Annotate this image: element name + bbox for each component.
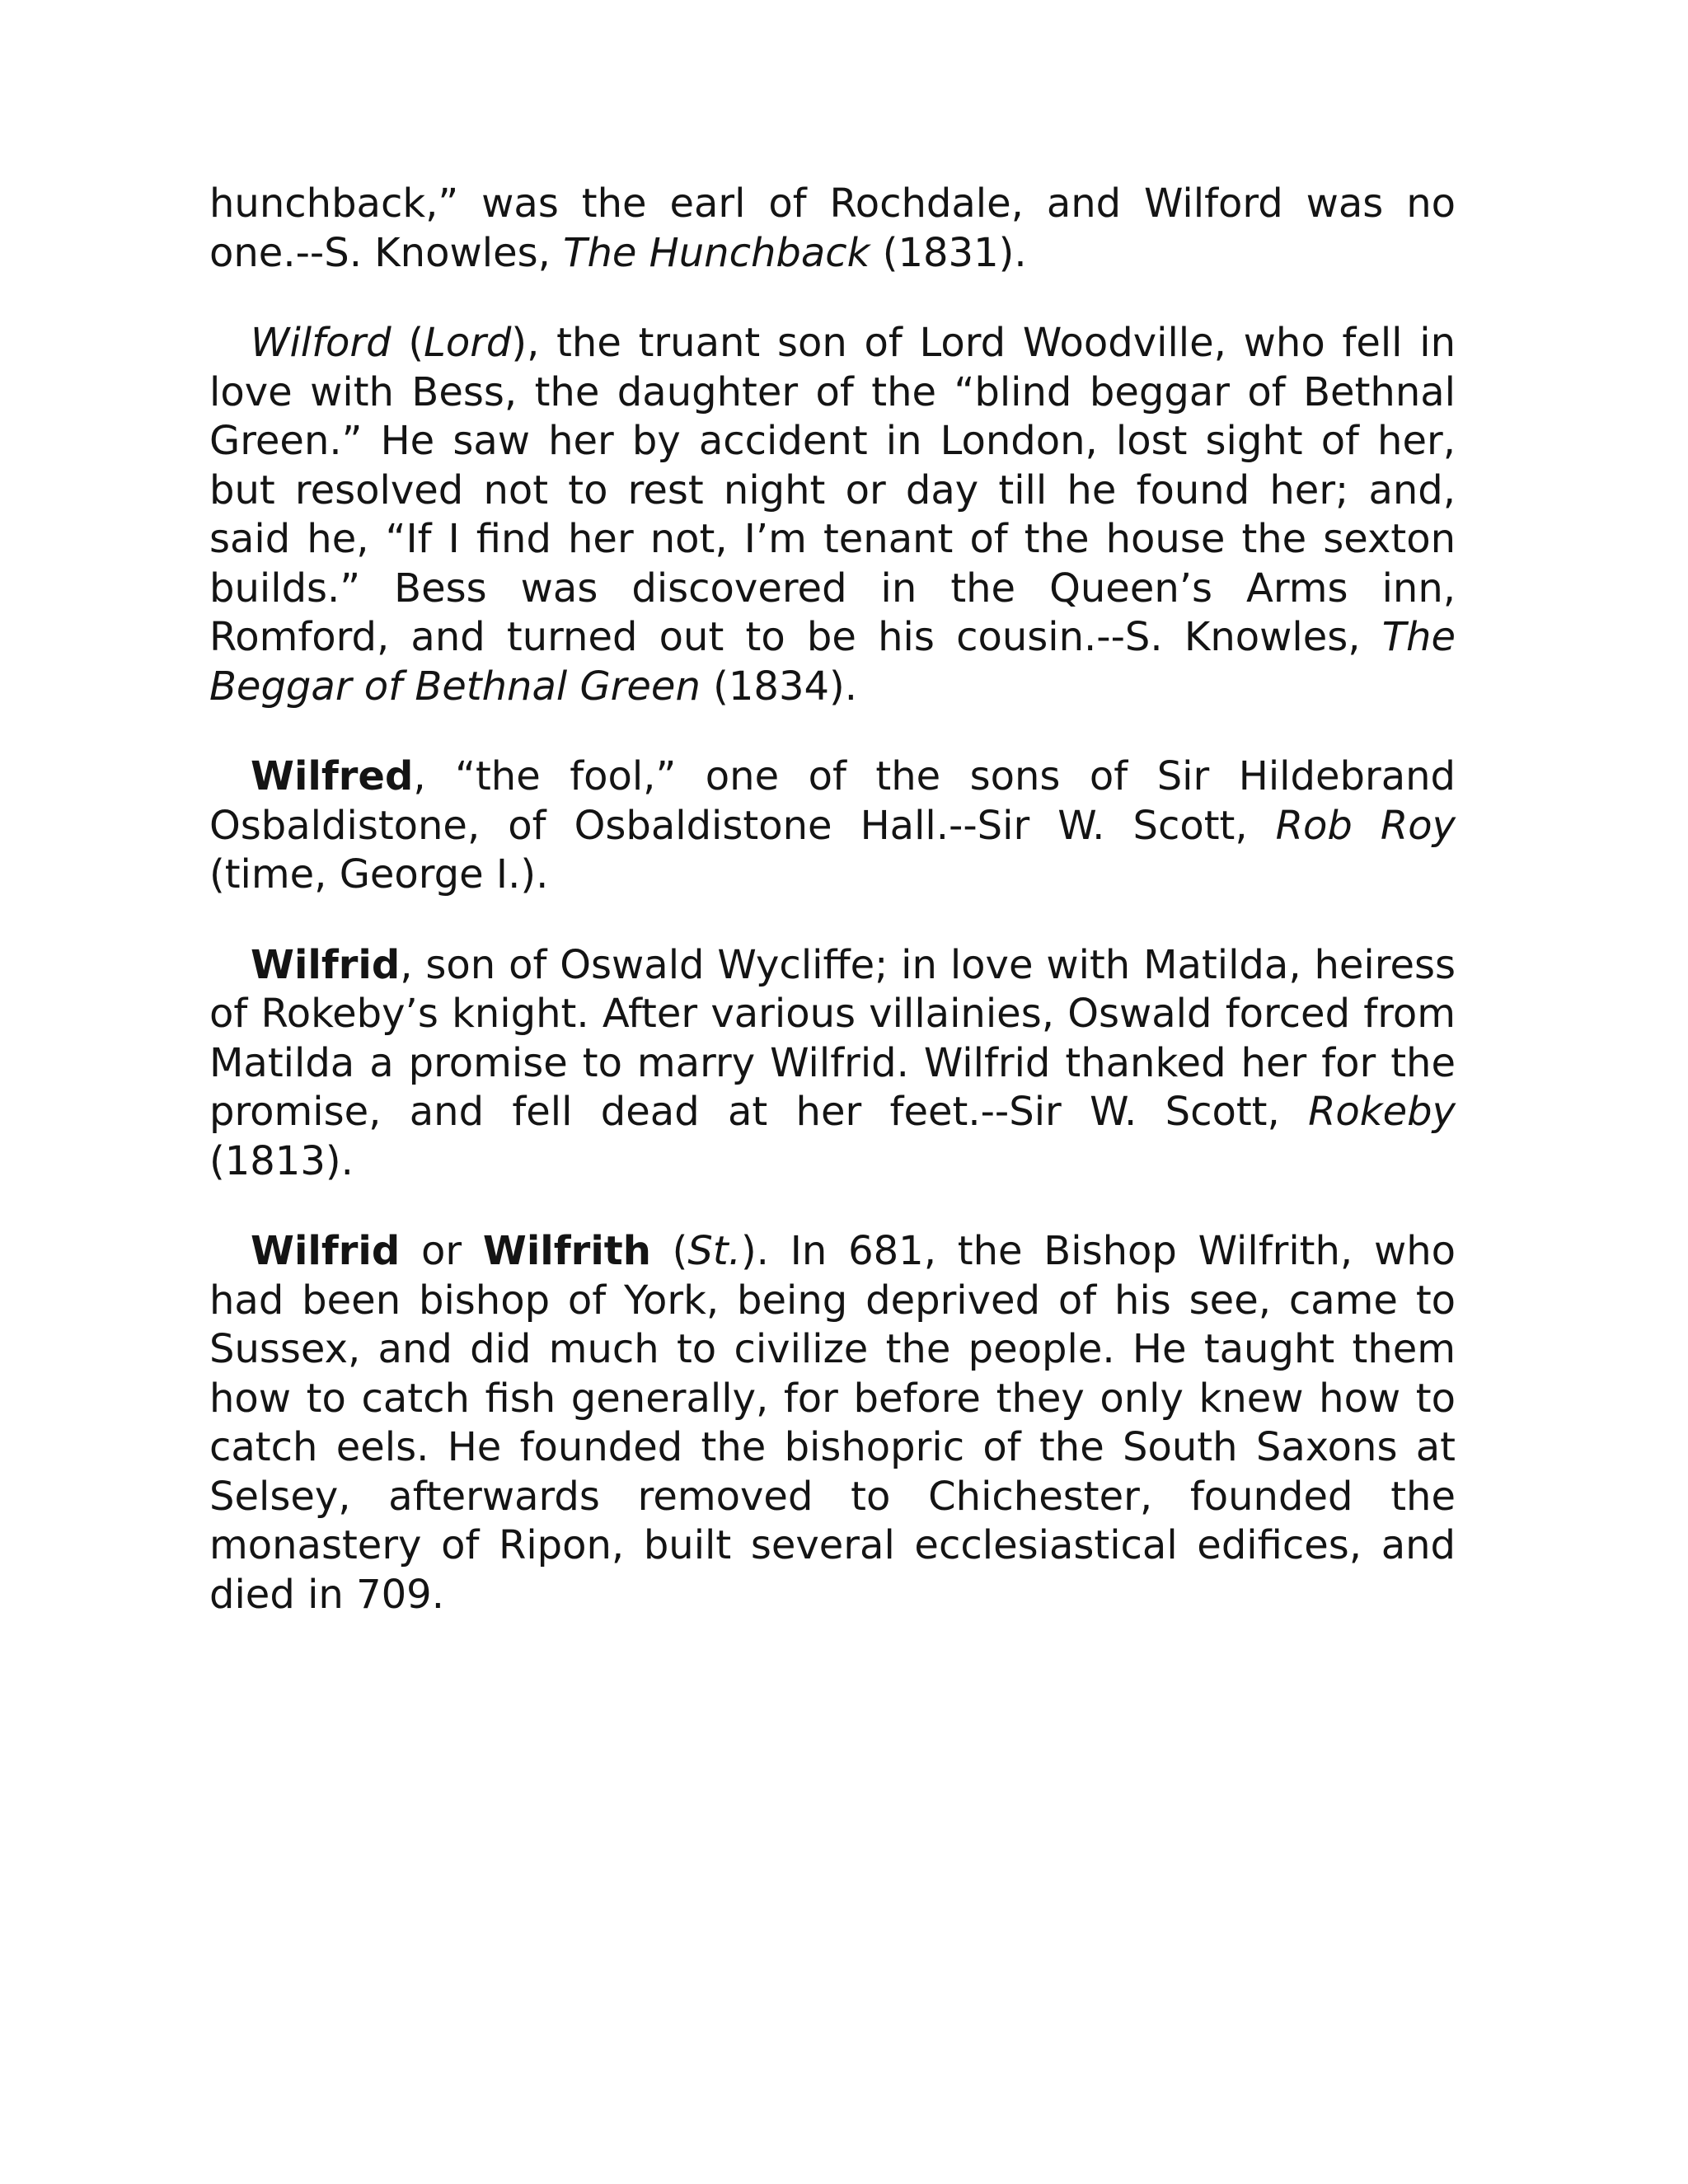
entry-wilfrid xyxy=(209,941,1456,1187)
headword-variant: Wilfrith xyxy=(482,1228,651,1274)
work-title: Rokeby xyxy=(1308,1089,1456,1135)
entry-wilford-hunchback-continuation xyxy=(209,180,1456,278)
text-run: ( xyxy=(650,1228,688,1274)
text-run: ), the truant son of Lord Woodville, who fell in love with Bess, the daughter of the “blind beggar of Bethnal Green.” He saw her by accident in London, lost sight of her, but resolved not to rest night or day till he found her; and, said he, “If I find her not, I’m tenant of the house the sexton builds.” Bess was discovered in the Queen’s Arms inn, Romford, and turned out to be his cousin.--S. Knowles, xyxy=(209,320,1456,660)
text-run: (1831). xyxy=(870,229,1027,276)
entry-wilford-lord xyxy=(209,319,1456,711)
entry-wilfred xyxy=(209,752,1456,900)
headword: Wilfrid xyxy=(251,1228,401,1274)
work-title: The Beggar of Bethnal Green xyxy=(209,614,1456,710)
text-run: (time, George I.). xyxy=(209,851,549,898)
text-run: , “the fool,” one of the sons of Sir Hildebrand Osbaldistone, of Osbaldistone Hall.--Sir W. Scott, xyxy=(209,753,1456,849)
headword: Wilfrid xyxy=(251,941,401,988)
work-title: Rob Roy xyxy=(1275,802,1456,849)
text-run: ). In 681, the Bishop Wilfrith, who had been bishop of York, being deprived of his see, came to Sussex, and did much to civilize the people. He taught them how to catch fish generally, for before they only knew how to catch eels. He founded the bishopric of the South Saxons at Selsey, afterwards removed to Chichester, founded the monastery of Ripon, built several ecclesiastical edifices, and died in 709. xyxy=(209,1228,1456,1618)
document-page xyxy=(209,180,1456,1661)
entry-wilfrid-saint xyxy=(209,1227,1456,1619)
text-run: or xyxy=(400,1228,483,1274)
text-run: ( xyxy=(391,320,424,366)
headword-qualifier: Lord xyxy=(424,320,512,366)
headword: Wilford xyxy=(251,320,392,366)
work-title: The Hunchback xyxy=(563,229,870,276)
headword: Wilfred xyxy=(251,753,414,799)
text-run: (1834). xyxy=(700,663,857,710)
text-run: (1813). xyxy=(209,1137,354,1184)
text-run: hunchback,” was the earl of Rochdale, and Wilford was no one.--S. Knowles, xyxy=(209,180,1456,276)
headword-qualifier: St. xyxy=(687,1228,741,1274)
text-run: , son of Oswald Wycliffe; in love with Matilda, heiress of Rokeby’s knight. After various villainies, Oswald forced from Matilda a promise to marry Wilfrid. Wilfrid thanked her for the promise, and fell dead at her feet.--Sir W. Scott, xyxy=(209,941,1456,1135)
